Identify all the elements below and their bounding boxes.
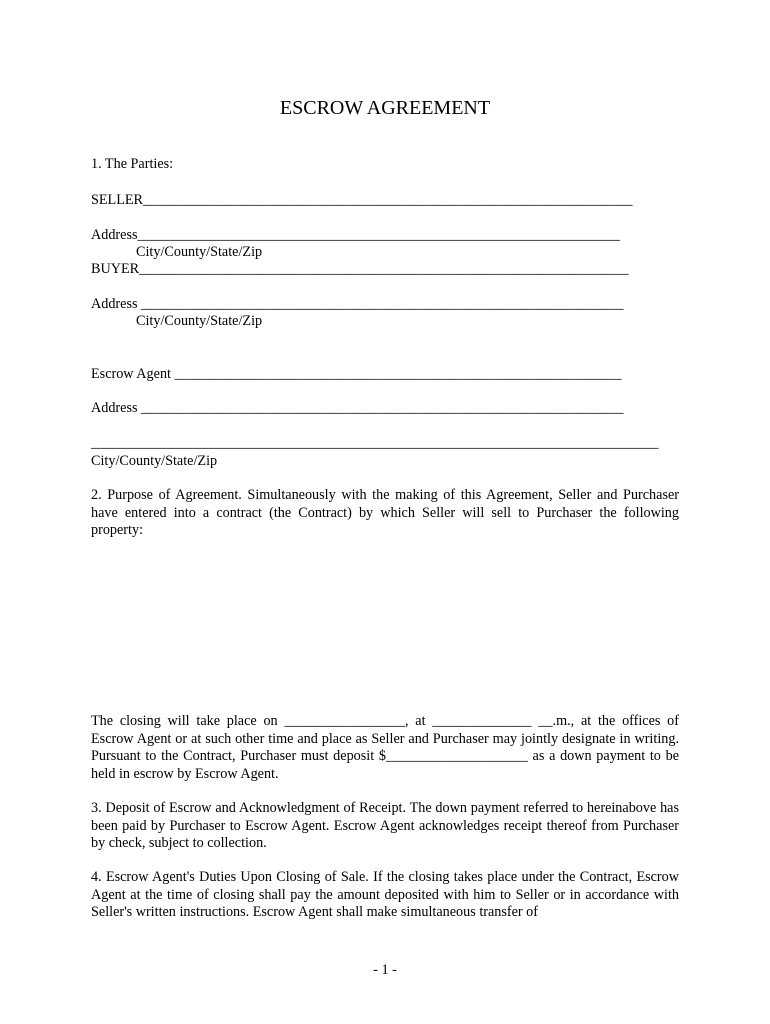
document-title: ESCROW AGREEMENT: [279, 97, 491, 119]
escrow-blank-line: ________________________________________________________________________________: [91, 435, 659, 451]
section-duties-paragraph: 4. Escrow Agent's Duties Upon Closing of Sale. If the closing takes place under the Contract, Escrow Agent at the time of closing shall pay the amount deposited with him to Seller or in accordance with Seller's written instructions. Escrow Agent shall make simultaneous transfer of: [91, 869, 679, 920]
buyer-city-label: City/County/State/Zip: [136, 313, 263, 329]
closing-paragraph: The closing will take place on _________________, at ______________ __.m., at the offices of Escrow Agent or at such other time and place as Seller and Purchaser may jointly designate in writing. Pursuant to the Contract, Purchaser must deposit $____________________ as a down payment to be held in escrow by Escrow Agent.: [91, 713, 679, 782]
page-number: - 1 -: [373, 962, 397, 978]
escrow-address-field: Address ____________________________________________________________________: [91, 400, 624, 416]
buyer-field: BUYER_____________________________________________________________________: [91, 261, 629, 277]
seller-city-label: City/County/State/Zip: [136, 244, 263, 260]
section-parties-heading: 1. The Parties:: [91, 156, 174, 172]
buyer-address-field: Address ____________________________________________________________________: [91, 296, 624, 312]
escrow-city-label: City/County/State/Zip: [91, 453, 218, 469]
seller-address-field: Address____________________________________________________________________: [91, 227, 620, 243]
seller-field: SELLER_____________________________________________________________________: [91, 192, 633, 208]
section-deposit-paragraph: 3. Deposit of Escrow and Acknowledgment of Receipt. The down payment referred to hereinabove has been paid by Purchaser to Escrow Agent. Escrow Agent acknowledges receipt thereof from Purchaser by check, subject to collection.: [91, 800, 679, 851]
section-purpose-paragraph: 2. Purpose of Agreement. Simultaneously with the making of this Agreement, Seller and Purchaser have entered into a contract (the Contract) by which Seller will sell to Purchaser the following property:: [91, 487, 679, 538]
escrow-agent-field: Escrow Agent _______________________________________________________________: [91, 366, 622, 382]
